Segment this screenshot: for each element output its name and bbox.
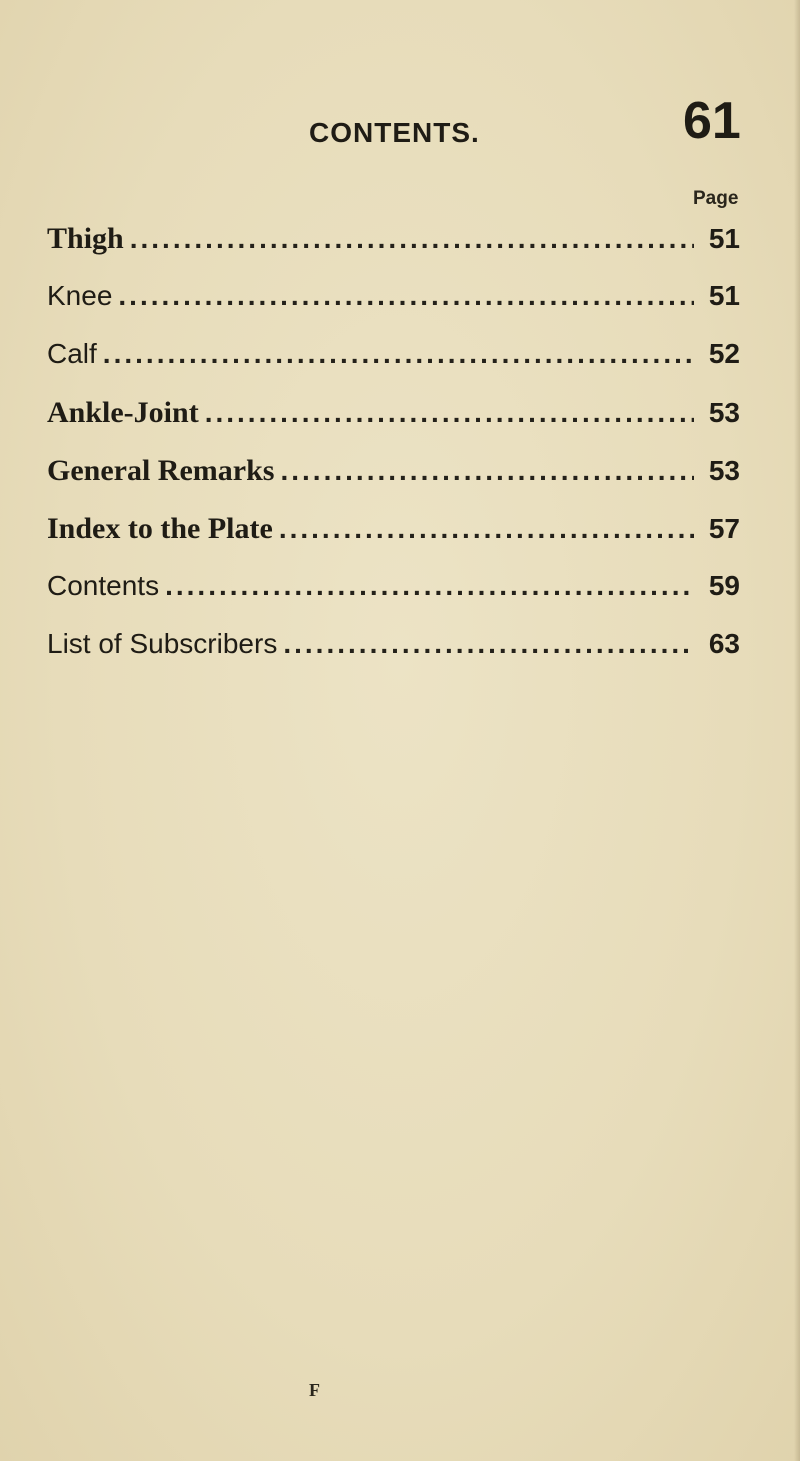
dot-leader — [279, 513, 694, 545]
page-edge-shadow — [794, 0, 800, 1461]
dot-leader — [130, 223, 694, 255]
toc-entry-page: 53 — [708, 397, 740, 428]
toc-entry-title: General Remarks — [47, 454, 275, 487]
toc-entry-page: 51 — [708, 280, 740, 311]
toc-entry-title: Knee — [47, 280, 113, 311]
toc-entry-thigh — [47, 222, 740, 280]
page-number: 61 — [683, 92, 741, 150]
toc-entry-title: Index to the Plate — [47, 512, 273, 545]
page-header — [0, 92, 800, 165]
toc-entry-title: Ankle-Joint — [47, 396, 199, 429]
toc-entry-calf — [47, 338, 740, 396]
toc-entry-ankle-joint — [47, 396, 740, 454]
page-column-label: Page — [693, 188, 739, 209]
dot-leader — [165, 570, 694, 602]
dot-leader — [283, 628, 694, 660]
toc-entry-page: 59 — [708, 570, 740, 601]
table-of-contents — [47, 222, 740, 686]
dot-leader — [103, 338, 694, 370]
toc-entry-title: Thigh — [47, 222, 124, 255]
toc-entry-title: List of Subscribers — [47, 628, 278, 659]
toc-entry-page: 52 — [708, 338, 740, 369]
toc-entry-index-to-plate — [47, 512, 740, 570]
toc-entry-title: Contents — [47, 570, 160, 601]
toc-entry-knee — [47, 280, 740, 338]
running-head: CONTENTS. — [309, 117, 480, 148]
toc-entry-page: 51 — [708, 223, 740, 254]
toc-entry-list-of-subscribers — [47, 628, 740, 686]
toc-entry-page: 57 — [708, 513, 740, 544]
signature-mark: F — [309, 1380, 320, 1400]
toc-entry-page: 53 — [708, 455, 740, 486]
dot-leader — [280, 455, 694, 487]
toc-entry-contents — [47, 570, 740, 628]
toc-entry-page: 63 — [708, 628, 740, 659]
toc-entry-general-remarks — [47, 454, 740, 512]
dot-leader — [205, 397, 694, 429]
dot-leader — [118, 280, 694, 312]
toc-entry-title: Calf — [47, 338, 97, 369]
